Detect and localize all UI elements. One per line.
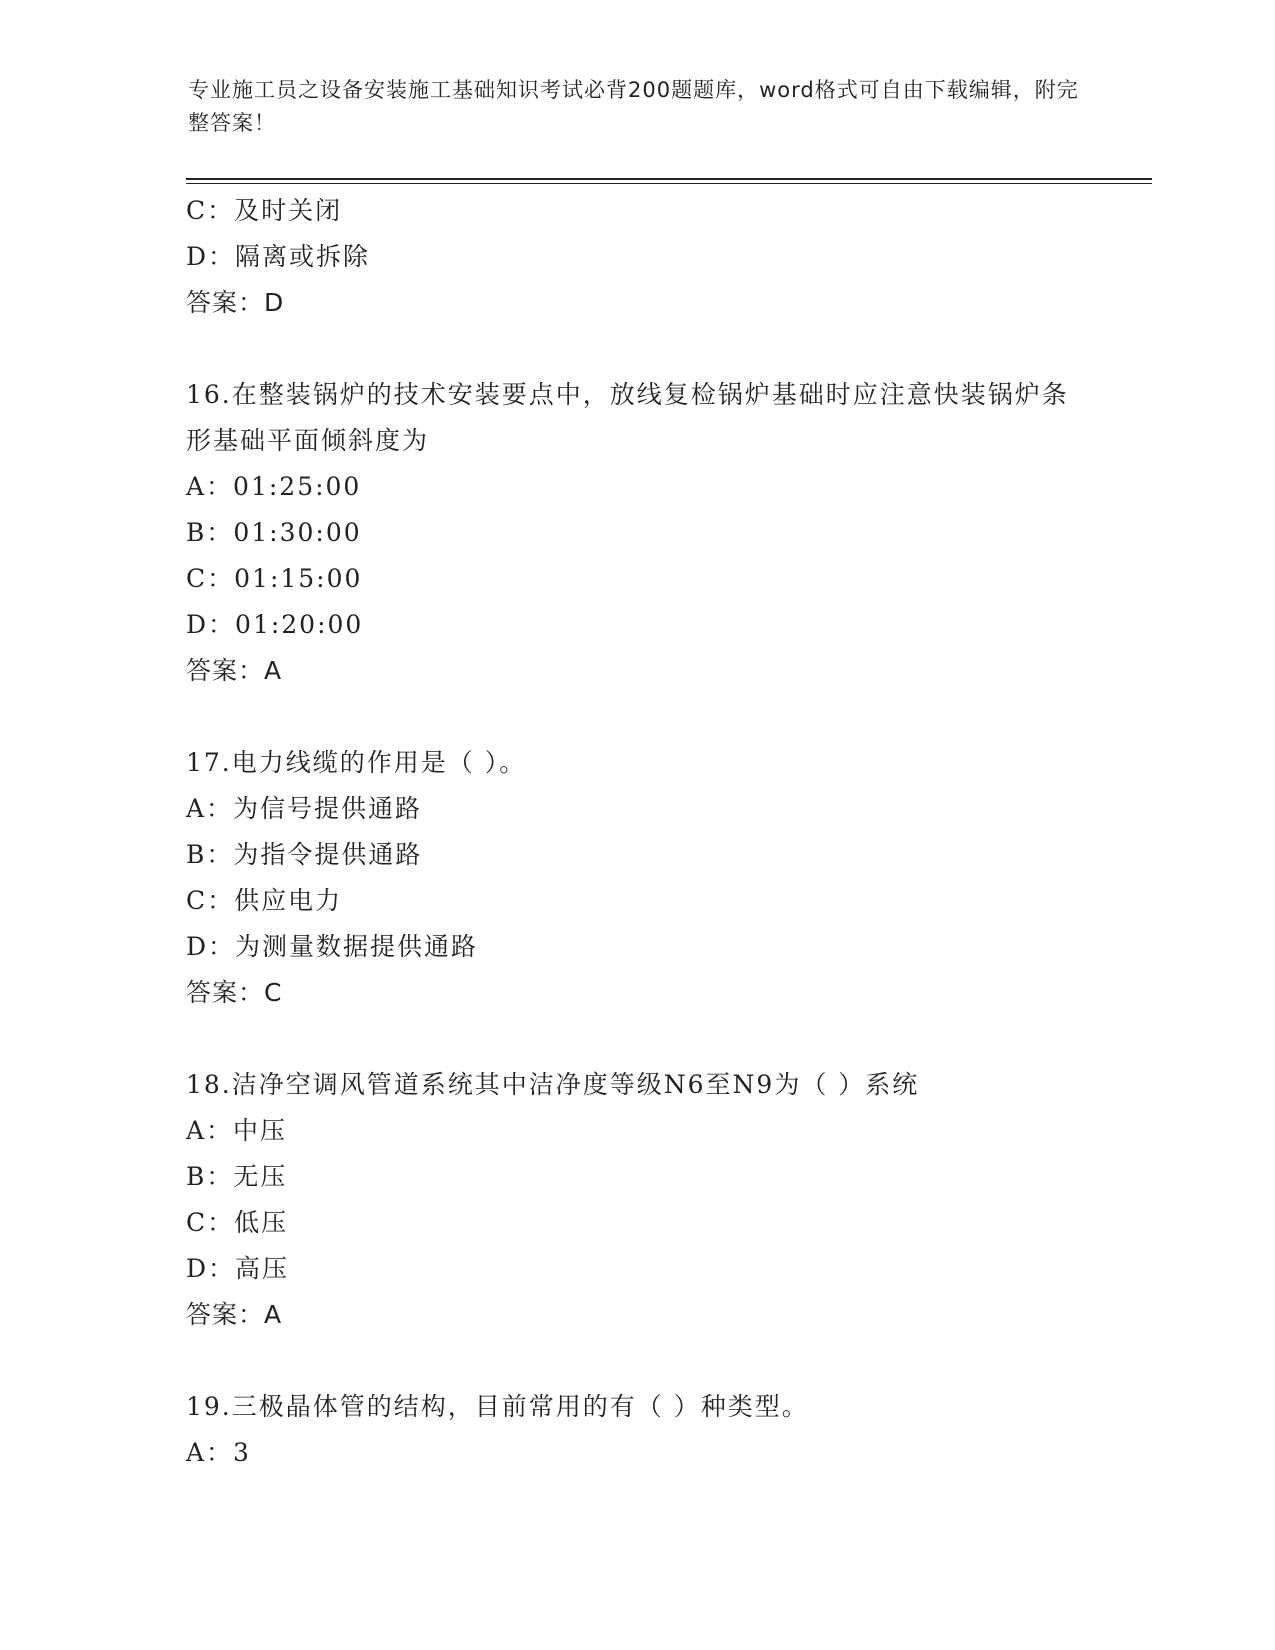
option-a: A：中压 <box>186 1116 288 1145</box>
option-b: B：为指令提供通路 <box>186 840 423 869</box>
question-stem: 19.三极晶体管的结构，目前常用的有（ ）种类型。 <box>186 1392 809 1421</box>
option-b: B：01:30:00 <box>186 518 362 547</box>
question-stem: 17.电力线缆的作用是（ ）。 <box>186 748 527 777</box>
option-b: B：无压 <box>186 1162 288 1191</box>
option-a: A：3 <box>186 1438 251 1467</box>
option-a: A：为信号提供通路 <box>186 794 423 823</box>
question-16 <box>186 372 1146 694</box>
option-a: A：01:25:00 <box>186 472 362 501</box>
document-header: 专业施工员之设备安装施工基础知识考试必背200题题库，word格式可自由下载编辑，附完整答案！ <box>188 78 1079 135</box>
answer-label: 答案：A <box>186 1300 283 1329</box>
option-c: C：及时关闭 <box>186 196 343 225</box>
question-stem: 16.在整装锅炉的技术安装要点中，放线复检锅炉基础时应注意快装锅炉条形基础平面倾斜度为 <box>186 380 1069 455</box>
question-stem: 18.洁净空调风管道系统其中洁净度等级N6至N9为（ ）系统 <box>186 1070 920 1099</box>
answer-label: 答案：A <box>186 656 283 685</box>
question-18 <box>186 1062 1146 1338</box>
option-c: C：供应电力 <box>186 886 343 915</box>
question-15 <box>186 188 1146 326</box>
option-d: D：为测量数据提供通路 <box>186 932 479 961</box>
question-17 <box>186 740 1146 1016</box>
option-d: D：隔离或拆除 <box>186 242 371 271</box>
option-d: D：01:20:00 <box>186 610 364 639</box>
answer-label: 答案：C <box>186 978 283 1007</box>
header-divider-thin <box>186 183 1152 184</box>
answer-label: 答案：D <box>186 288 285 317</box>
option-c: C：01:15:00 <box>186 564 363 593</box>
option-d: D：高压 <box>186 1254 290 1283</box>
option-c: C：低压 <box>186 1208 289 1237</box>
header-divider <box>186 178 1152 180</box>
question-19 <box>186 1384 1146 1476</box>
question-list <box>186 188 1146 1476</box>
